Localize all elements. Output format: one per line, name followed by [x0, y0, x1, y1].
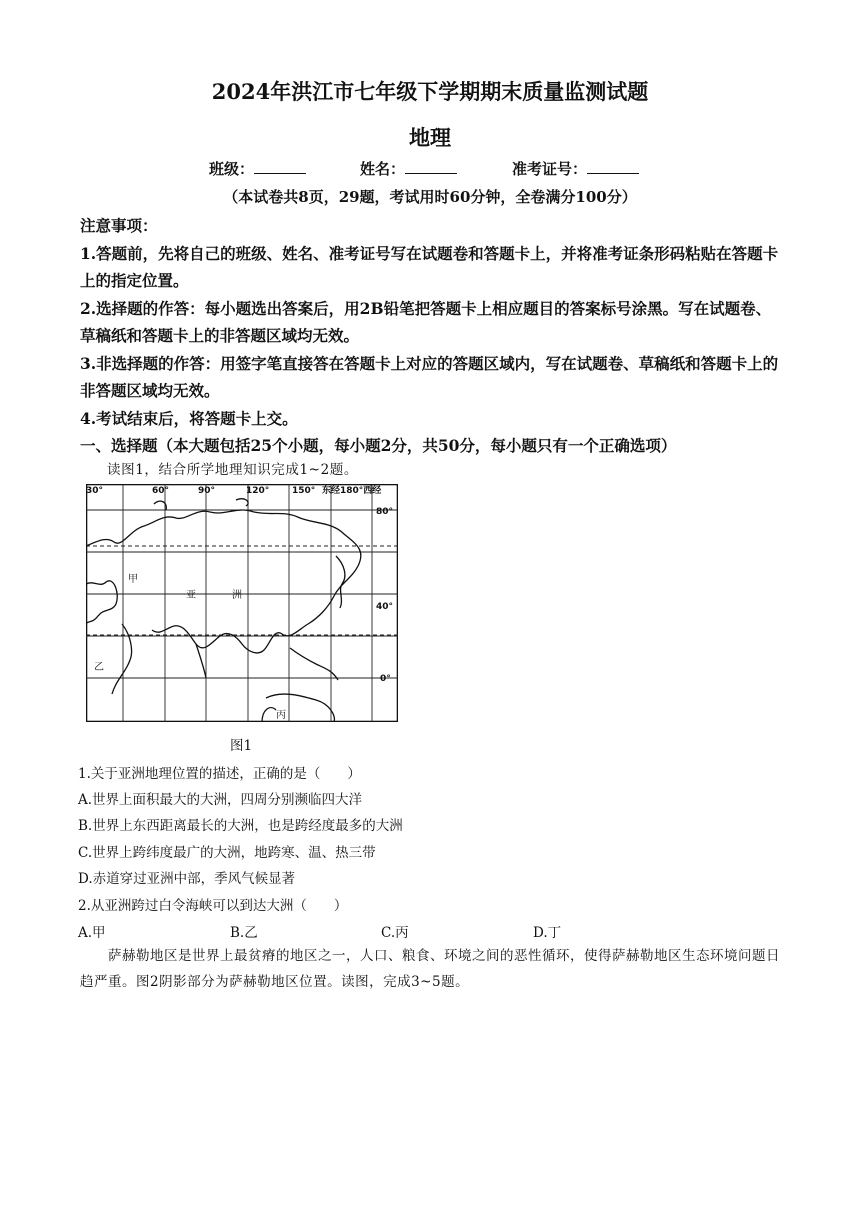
option-b[interactable]: B.乙 — [230, 925, 258, 941]
option-b[interactable]: B.世界上东西距离最长的大洲，也是跨经度最多的大洲 — [78, 818, 403, 834]
map-lat-label: 80° — [376, 507, 394, 517]
option-c[interactable]: C.丙 — [381, 925, 409, 941]
map-lat-label: 0° — [380, 674, 391, 684]
class-label: 班级： — [209, 160, 255, 178]
figure-caption: 图1 — [230, 738, 253, 754]
notes-section — [80, 212, 785, 460]
note-item: 2.选择题的作答：每小题选出答案后，用2B铅笔把答题卡上相应题目的答案标号涂黑。写在试题卷、草稿纸和答题卡上的非答题区域均无效。 — [80, 298, 772, 345]
map-lon-label: 30° — [86, 486, 104, 496]
map-region-label: 乙 — [94, 662, 104, 673]
question-stem: 2.从亚洲跨过白令海峡可以到达大洲（ ） — [78, 898, 348, 914]
map-lon-label: 东经180°西经 — [322, 486, 382, 496]
map-lon-label: 60° — [152, 486, 170, 496]
exam-no-field[interactable] — [512, 158, 639, 179]
name-label: 姓名： — [360, 160, 406, 178]
map-lon-label: 120° — [246, 486, 270, 496]
reading-passage: 萨赫勒地区是世界上最贫瘠的地区之一，人口、粮食、环境之间的恶性循环，使得萨赫勒地区生态环境问题日趋严重。图2阴影部分为萨赫勒地区位置。读图，完成3~5题。 — [80, 948, 780, 990]
name-field[interactable] — [360, 158, 457, 179]
asia-map-svg — [86, 484, 398, 722]
option-d[interactable]: D.赤道穿过亚洲中部，季风气候显著 — [78, 871, 296, 887]
option-a[interactable]: A.世界上面积最大的大洲，四周分别濒临四大洋 — [78, 792, 363, 808]
option-c[interactable]: C.世界上跨纬度最广的大洲，地跨寒、温、热三带 — [78, 845, 376, 861]
map-region-label: 亚 — [186, 590, 196, 601]
question-stem: 1.关于亚洲地理位置的描述，正确的是（ ） — [78, 766, 361, 782]
note-item: 1.答题前，先将自己的班级、姓名、准考证号写在试题卷和答题卡上，并将准考证条形码粘贴在答题卡上的指定位置。 — [80, 243, 779, 290]
class-field[interactable] — [209, 158, 306, 179]
option-a[interactable]: A.甲 — [78, 925, 106, 941]
map-region-label: 丙 — [276, 710, 286, 721]
asia-map-figure — [86, 484, 398, 722]
map-region-label: 洲 — [232, 590, 242, 601]
exam-no-blank[interactable] — [587, 159, 639, 174]
note-item: 3.非选择题的作答：用签字笔直接答在答题卡上对应的答题区域内，写在试题卷、草稿纸和答题卡上的非答题区域均无效。 — [80, 353, 779, 400]
exam-no-label: 准考证号： — [512, 160, 588, 178]
map-region-label: 甲 — [128, 574, 138, 585]
section-lead: 读图1，结合所学地理知识完成1~2题。 — [107, 462, 358, 478]
name-blank[interactable] — [405, 159, 457, 174]
map-lon-label: 150° — [292, 486, 316, 496]
class-blank[interactable] — [254, 159, 306, 174]
exam-subject: 地理 — [409, 125, 451, 150]
map-lat-label: 40° — [376, 602, 394, 612]
note-item: 4.考试结束后，将答题卡上交。 — [80, 408, 298, 428]
section-heading: 一、选择题（本大题包括25个小题，每小题2分，共50分，每小题只有一个正确选项） — [80, 436, 677, 455]
notes-heading: 注意事项： — [80, 216, 158, 235]
map-lon-label: 90° — [198, 486, 216, 496]
exam-info: （本试卷共8页，29题，考试用时60分钟，全卷满分100分） — [223, 188, 637, 206]
option-d[interactable]: D.丁 — [533, 925, 562, 941]
exam-title: 2024年洪江市七年级下学期期末质量监测试题 — [211, 79, 649, 104]
